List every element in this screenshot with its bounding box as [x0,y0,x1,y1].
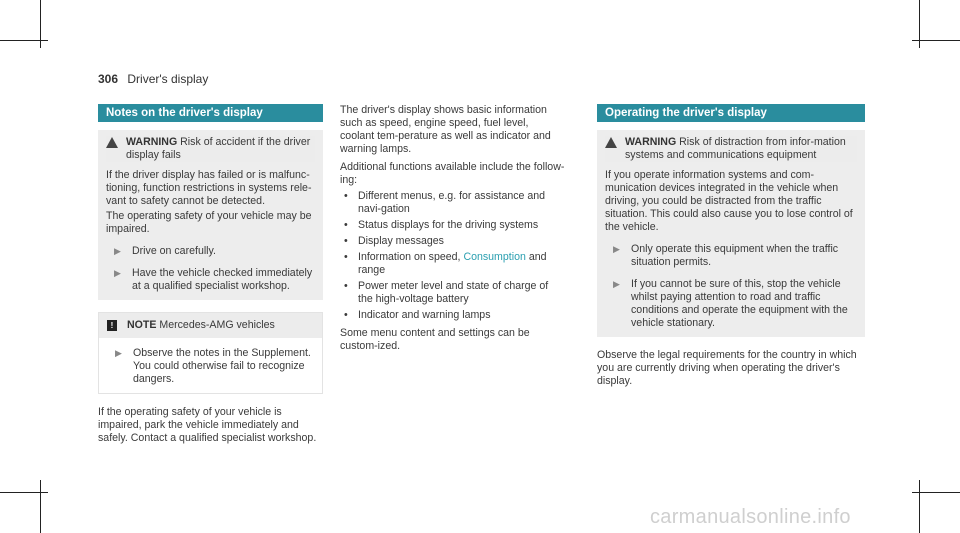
crop-mark [0,40,48,41]
paragraph: Additional functions available include the follow-ing: [340,161,565,186]
instruction-step: ▶ If you cannot be sure of this, stop the vehicle whilst paying attention to road and traffic conditions and operate the equipment with the vehicle stationary. [605,278,857,330]
note-title: Mercedes-AMG vehicles [159,319,275,331]
arrow-icon: ▶ [613,279,620,289]
column-2 [340,104,565,355]
paragraph: Some menu content and settings can be custom-ized. [340,327,530,352]
paragraph: Observe the legal requirements for the country in which you are currently driving when operating the driver's display. [597,349,857,387]
section-name: Driver's display [127,72,209,86]
instruction-step: ▶ Have the vehicle checked immediately at a qualified specialist workshop. [106,267,315,293]
crop-mark [40,480,41,533]
column-3 [597,104,865,390]
crop-mark [912,40,960,41]
warning-label: WARNING [126,136,178,148]
warning-body: If the driver display has failed or is malfunc-tioning, function restrictions in systems rele-vant to safety cannot be detected. [106,169,312,207]
note-label: NOTE [127,319,157,331]
note-box [98,312,323,394]
list-item: • Status displays for the driving systems [344,219,539,231]
arrow-icon: ▶ [115,348,122,358]
paragraph: The driver's display shows basic information such as speed, engine speed, fuel level, coolant tem-perature as well as indicator and warning lamps. [340,104,551,155]
list-item: • Different menus, e.g. for assistance and navi-gation [344,190,546,215]
section-title: Operating the driver's display [597,104,865,122]
page-header [98,72,208,86]
warning-title: Risk of accident if the driver display fails [126,136,311,161]
instruction-step: ▶ Observe the notes in the Supplement. You could otherwise fail to recognize dangers. [107,347,314,386]
column-1 [98,104,323,447]
page-number: 306 [98,72,119,86]
arrow-icon: ▶ [613,244,620,254]
warning-body: The operating safety of your vehicle may be impaired. [106,210,312,235]
warning-header [106,136,315,162]
list-item: • Information on speed, Consumption and range [344,251,547,276]
crop-mark [919,480,920,533]
warning-label: WARNING [625,136,677,148]
arrow-icon: ▶ [114,268,121,278]
warning-title: Risk of distraction from infor-mation systems and communications equipment [625,136,846,161]
bullet-list [340,190,565,322]
watermark: carmanualsonline.info [650,506,851,528]
arrow-icon: ▶ [114,246,121,256]
paragraph: If the operating safety of your vehicle is impaired, park the vehicle immediately and safely. Contact a qualified specialist workshop. [98,406,317,444]
list-item: • Indicator and warning lamps [344,309,491,321]
section-title: Notes on the driver's display [98,104,323,122]
list-item: • Power meter level and state of charge of the high-voltage battery [344,280,549,305]
warning-body: If you operate information systems and com-munication devices integrated in the vehicle when driving, you could be distracted from the traffic situation. This could also cause you to lose control of the vehicle. [605,169,853,233]
crop-mark [912,492,960,493]
instruction-step: ▶ Only operate this equipment when the traffic situation permits. [605,243,857,269]
warning-box [597,130,865,337]
note-header [99,313,322,338]
warning-header [605,136,857,162]
list-item: • Display messages [344,235,444,247]
warning-icon [605,136,625,150]
crop-mark [0,492,48,493]
consumption-link[interactable]: Consumption [463,251,526,263]
exclamation-icon: ! [107,320,117,331]
instruction-step: ▶ Drive on carefully. [106,245,315,258]
warning-box [98,130,323,300]
warning-icon [106,136,126,150]
